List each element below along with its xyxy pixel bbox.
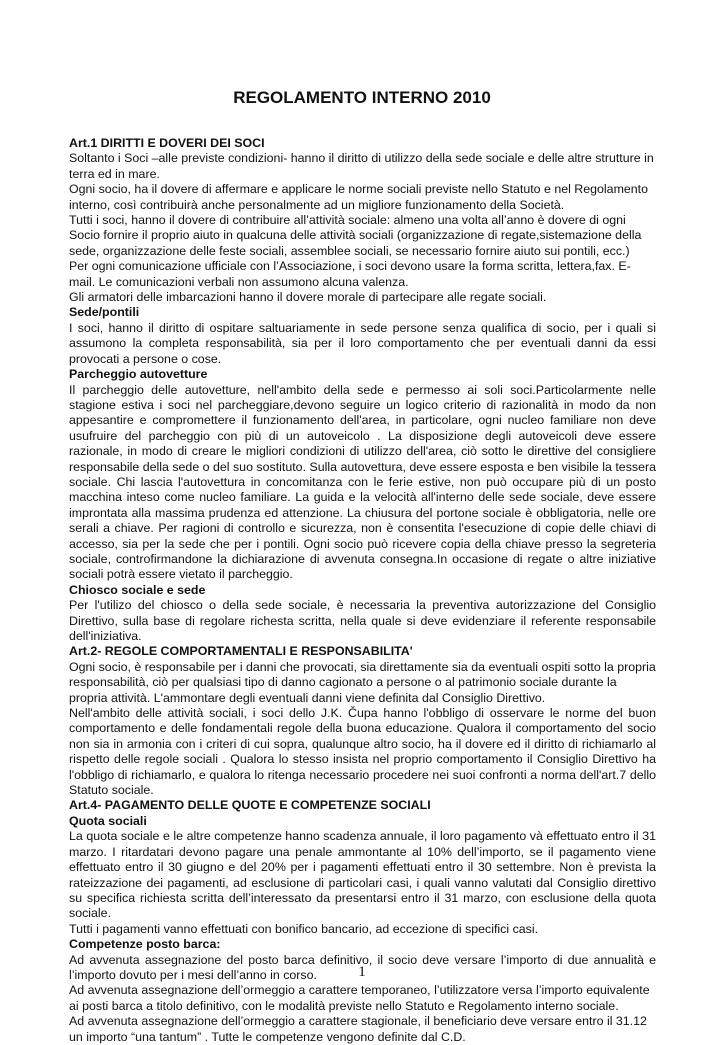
art4-paragraph-4: Ad avvenuta assegnazione dell’ormeggio a carattere temporaneo, l’utilizzatore versa l’importo equivalente ai posti barca a titolo definitivo, con le modalità previste nello Statuto e Regolamento interno sociale. — [69, 983, 650, 1013]
art4-paragraph-3: Ad avvenuta assegnazione del posto barca definitivo, il socio deve versare l’importo di due annualità e l’importo dovuto per i mesi dell’anno in corso. — [69, 952, 656, 982]
parcheggio-paragraph: Il parcheggio delle autovetture, nell'ambito della sede e permesso ai soli soci.Particolarmente nelle stagione estiva i soci nel parcheggiare,devono seguire un logico criterio di razionalità in modo da non appesantire e compromettere il funzionamento dell'area, in particolare, ogni nucleo familiare non deve usufruire del parcheggio con più di un autoveicolo . La disposizione degli autoveicoli deve essere razionale, in modo di creare le migliori condizioni di utilizzo dell'area, ciò sotto le direttive del consigliere responsabile della sede o del suo sostituto. Sulla autovettura, deve essere esposta e ben visibile la tessera sociale. Chi lascia l'autovettura in concomitanza con le ferie estive, non può occupare più di un posto macchina inteso come nucleo familiare. La guida e la velocità all'interno delle sede sociale, deve essere improntata alla massima prudenza ed attenzione. La chiusura del portone sociale è obbligatoria, nelle ore serali a chiave. Per ragioni di controllo e sicurezza, non è consentita l'esecuzione di copie delle chiavi di accesso, sia per la sede che per i pontili. Ogni socio può ricevere copia della chiave presso la segreteria sociale, controfirmandone la dichiarazione di avvenuta consegna.In occasione di regate o altre iniziative sociali potrà essere vietato il parcheggio. — [69, 382, 656, 582]
art4-paragraph-2: Tutti i pagamenti vanno effettuati con bonifico bancario, ad eccezione di specifici casi. — [69, 921, 539, 936]
art4-paragraph-1: La quota sociale e le altre competenze hanno scadenza annuale, il loro pagamento và effettuato entro il 31 marzo. I ritardatari devono pagare una penale ammontante al 10% dell’importo, se il pagamento viene effettuato entro il 30 giugno e del 20% per i pagamenti effettuati entro il 30 settembre. Non è prevista la rateizzazione dei pagamenti, ad esclusione di particolari casi, i quali vanno valutati dal Consiglio direttivo su specifica richiesta scritta dell’interessato da presentarsi entro il 31 marzo, con esclusione della quota sociale. — [69, 829, 656, 921]
sede-paragraph: I soci, hanno il diritto di ospitare saltuariamente in sede persone senza qualifica di socio, per i quali si assumono la completa responsabilità, sia per il loro comportamento che per eventuali danni da essi provocati a persone o cose. — [69, 320, 656, 366]
sede-heading: Sede/pontili — [69, 305, 140, 320]
document-title: REGOLAMENTO INTERNO 2010 — [233, 88, 491, 107]
document-body — [69, 136, 656, 1045]
art1-paragraph-1: Soltanto i Soci –alle previste condizioni- hanno il diritto di utilizzo della sede sociale e delle altre strutture in terra ed in mare. — [69, 151, 654, 181]
art1-paragraph-2: Ogni socio, ha il dovere di affermare e applicare le norme sociali previste nello Statuto e nel Regolamento interno, così contribuirà anche personalmente ad un migliore funzionamento della Società. — [69, 182, 649, 212]
art1-paragraph-3: Tutti i soci, hanno il dovere di contribuire all’attività sociale: almeno una volta all’anno è dovere di ogni Socio fornire il proprio aiuto in qualcuna delle attività sociali (organizzazione di regate,sistemazione della sede, organizzazione delle feste sociali, assemblee sociali, se necessario fornire aiuto sui pontili, ecc.) — [69, 213, 642, 258]
chiosco-paragraph: Per l'utilizo del chiosco o della sede sociale, è necessaria la preventiva autorizzazione del Consiglio Direttivo, sulla base di regolare richesta scritta, nella quale si deve evidenziare il referente responsabile dell'iniziativa. — [69, 598, 656, 643]
parcheggio-heading: Parcheggio autovetture — [69, 367, 208, 382]
art2-paragraph-2: Nell'ambito delle attività sociali, i soci dello J.K. Čupa hanno l'obbligo di osservare le norme del buon comportamento e delle fondamentali regole della buona educazione. Qualora il comportamento del socio non sia in armonia con i criteri di cui sopra, qualunque altro socio, ha il dovere ed il diritto di richiamarlo al rispetto delle regole sociali . Qualora lo stesso insista nel proprio comportamento il Consiglio Direttivo ha l'obbligo di richiamarlo, e qualora lo ritenga necessario procedere nei suoi confronti a norma dell'art.7 dello Statuto sociale. — [69, 706, 656, 798]
art4-heading: Art.4- PAGAMENTO DELLE QUOTE E COMPETENZE SOCIALI — [69, 798, 431, 813]
art1-paragraph-5: Gli armatori delle imbarcazioni hanno il dovere morale di partecipare alle regate sociali. — [69, 290, 547, 305]
quota-sociali-heading: Quota sociali — [69, 813, 147, 828]
art2-paragraph-1: Ogni socio, è responsabile per i danni che provocati, sia direttamente sia da eventuali ospiti sotto la propria responsabilità, ciò per qualsiasi tipo di danno cagionato a persone o al patrimonio sociale durante la propria attività. L'ammontare degli eventuali danni viene definita dal Consiglio Direttivo. — [69, 659, 656, 705]
chiosco-heading: Chiosco sociale e sede — [69, 582, 206, 597]
art4-paragraph-5: Ad avvenuta assegnazione dell’ormeggio a carattere stagionale, il beneficiario deve versare entro il 31.12 un importo “una tantum” . Tutte le competenze vengono definite dal C.D. — [69, 1014, 647, 1044]
art1-heading: Art.1 DIRITTI E DOVERI DEI SOCI — [69, 136, 265, 150]
art2-heading: Art.2- REGOLE COMPORTAMENTALI E RESPONSABILITA' — [69, 644, 413, 659]
competenze-posto-barca-heading: Competenze posto barca: — [69, 937, 221, 952]
art1-paragraph-4: Per ogni comunicazione ufficiale con l’Associazione, i soci devono usare la forma scritta, lettera,fax. E-mail. Le comunicazioni verbali non assumono alcuna valenza. — [69, 259, 631, 289]
page-number: 1 — [358, 964, 366, 980]
